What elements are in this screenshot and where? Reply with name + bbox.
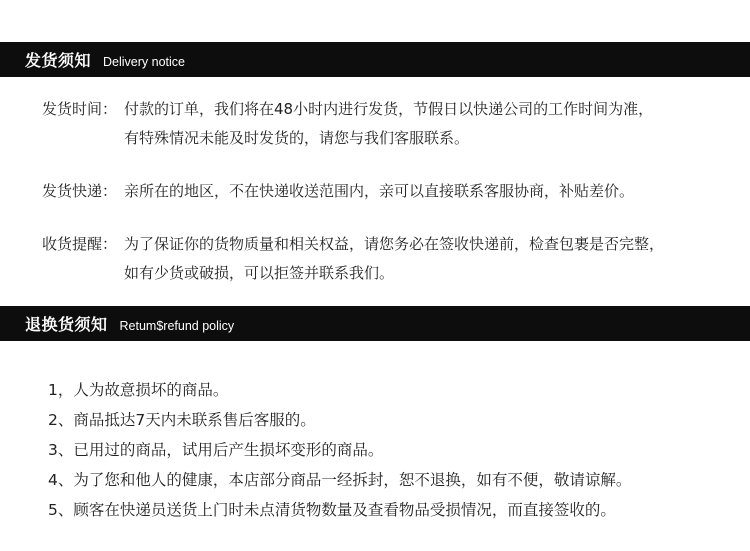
receipt-reminder-text [124, 230, 664, 288]
refund-policy-title: 退换货须知 [25, 315, 108, 334]
receipt-reminder-label: 收货提醒： [42, 235, 118, 253]
policy-item-4: 4、为了您和他人的健康，本店部分商品一经拆封，恕不退换，如有不便，敬请谅解。 [48, 471, 632, 489]
policy-item-3: 3、已用过的商品，试用后产生损坏变形的商品。 [48, 441, 384, 459]
delivery-notice-subtitle: Delivery notice [103, 54, 185, 69]
policy-item-1: 1，人为故意损坏的商品。 [48, 381, 229, 399]
receipt-reminder-row [42, 230, 732, 282]
delivery-courier-label: 发货快递： [42, 182, 118, 200]
delivery-time-text [124, 95, 653, 153]
delivery-courier-line-1: 亲所在的地区，不在快递收送范围内，亲可以直接联系客服协商，补贴差价。 [124, 182, 635, 200]
delivery-time-line-1: 付款的订单，我们将在48小时内进行发货，节假日以快递公司的工作时间为准， [124, 100, 654, 118]
delivery-time-row [42, 95, 732, 147]
delivery-courier-row [42, 177, 732, 206]
delivery-notice-title: 发货须知 [25, 51, 92, 70]
refund-policy-subtitle: Retum$refund policy [119, 318, 235, 333]
policy-item-5: 5、顾客在快递员送货上门时未点清货物数量及查看物品受损情况，而直接签收的。 [48, 501, 616, 519]
delivery-notice-header [0, 42, 750, 77]
policy-item-2: 2、商品抵达7天内未联系售后客服的。 [48, 411, 316, 429]
delivery-time-line-2: 有特殊情况未能及时发货的，请您与我们客服联系。 [124, 129, 470, 147]
receipt-reminder-line-1: 为了保证你的货物质量和相关权益，请您务必在签收快递前，检查包裹是否完整， [124, 235, 665, 253]
receipt-reminder-line-2: 如有少货或破损，可以拒签并联系我们。 [124, 264, 395, 282]
delivery-time-label: 发货时间： [42, 100, 118, 118]
refund-policy-header [0, 306, 750, 341]
delivery-courier-text [124, 177, 634, 206]
